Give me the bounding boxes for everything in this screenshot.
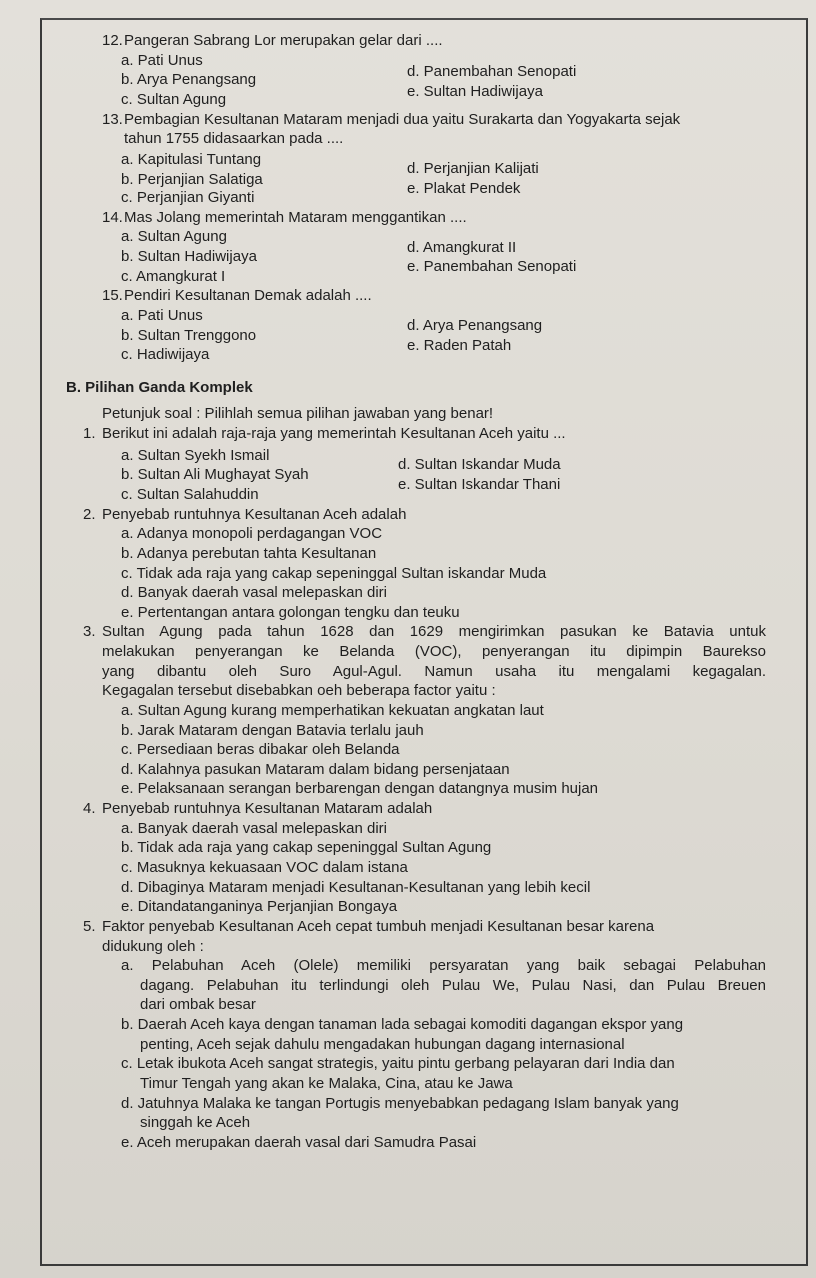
b-question-3-text-4: Kegagalan tersebut disebabkan oeh beberapa factor yaitu :	[102, 682, 496, 700]
question-15-option-d: d. Arya Penangsang	[407, 317, 543, 335]
question-13-option-a: a. Kapitulasi Tuntang	[121, 151, 262, 168]
question-14-option-b: b. Sultan Hadiwijaya	[121, 248, 257, 265]
b-question-5-option-a-line-3: dari ombak besar	[140, 996, 256, 1014]
b-question-1-number: 1.	[83, 424, 96, 442]
b-question-3-number: 3.	[83, 623, 96, 641]
b-question-5-option-d-line-2: singgah ke Aceh	[140, 1114, 251, 1132]
b-question-3-option-a: a. Sultan Agung kurang memperhatikan kekuatan angkatan laut	[121, 701, 544, 719]
b-question-2-option-a: a. Adanya monopoli perdagangan VOC	[121, 525, 383, 543]
b-question-2-number: 2.	[83, 505, 96, 523]
b-question-2-option-d: d. Banyak daerah vasal melepaskan diri	[121, 584, 387, 602]
question-13-option-e: e. Plakat Pendek	[407, 179, 521, 197]
b-question-5-option-a-line-2: dagang. Pelabuhan itu terlindungi oleh Pulau We, Pulau Nasi, dan Pulau Breuen	[140, 976, 766, 994]
question-12-option-e: e. Sultan Hadiwijaya	[407, 82, 543, 100]
b-question-1-text: Berikut ini adalah raja-raja yang memerintah Kesultanan Aceh yaitu ...	[102, 424, 566, 442]
b-question-3-option-b: b. Jarak Mataram dengan Batavia terlalu jauh	[121, 721, 424, 739]
question-12-option-d: d. Panembahan Senopati	[407, 63, 577, 81]
question-15-option-e: e. Raden Patah	[407, 336, 512, 354]
question-13-number: 13.	[102, 110, 123, 128]
b-question-1-option-d: d. Sultan Iskandar Muda	[398, 455, 561, 473]
b-question-3-text-2: melakukan penyerangan ke Belanda (VOC), penyerangan itu dipimpin Baurekso	[102, 643, 766, 660]
b-question-5-option-e: e. Aceh merupakan daerah vasal dari Samudra Pasai	[121, 1133, 477, 1151]
b-question-5-text-1: Faktor penyebab Kesultanan Aceh cepat tumbuh menjadi Kesultanan besar karena	[102, 917, 655, 935]
b-question-4-option-d: d. Dibaginya Mataram menjadi Kesultanan-Kesultanan yang lebih kecil	[121, 878, 591, 896]
b-question-3-option-e: e. Pelaksanaan serangan berbarengan dengan datangnya musim hujan	[121, 780, 599, 798]
question-14-text: Mas Jolang memerintah Mataram menggantikan ....	[124, 208, 467, 226]
question-15-option-b: b. Sultan Trenggono	[121, 326, 257, 344]
b-question-4-option-b: b. Tidak ada raja yang cakap sepeninggal Sultan Agung	[121, 839, 492, 857]
question-15-option-a: a. Pati Unus	[121, 306, 203, 324]
b-question-3-text-3: yang dibantu oleh Suro Agul-Agul. Namun usaha itu mengalami kegagalan.	[102, 662, 766, 680]
b-question-1-option-a: a. Sultan Syekh Ismail	[121, 446, 270, 464]
question-14-option-a: a. Sultan Agung	[121, 228, 227, 246]
question-14-option-d: d. Amangkurat II	[407, 238, 517, 256]
question-13-option-c: c. Perjanjian Giyanti	[121, 189, 255, 207]
question-13-option-b: b. Perjanjian Salatiga	[121, 170, 263, 188]
question-14-number: 14.	[102, 208, 123, 226]
b-question-4-number: 4.	[83, 800, 96, 818]
b-question-5-text-2: didukung oleh :	[102, 937, 204, 955]
b-question-5-option-d-line-1: d. Jatuhnya Malaka ke tangan Portugis menyebabkan pedagang Islam banyak yang	[121, 1094, 679, 1112]
b-question-1-option-e: e. Sultan Iskandar Thani	[398, 475, 561, 493]
question-12-number: 12.	[102, 32, 123, 49]
b-question-4-option-a: a. Banyak daerah vasal melepaskan diri	[121, 819, 387, 837]
b-question-5-option-a-line-1: a. Pelabuhan Aceh (Olele) memiliki persyaratan yang baik sebagai Pelabuhan	[121, 957, 766, 975]
question-15-text: Pendiri Kesultanan Demak adalah ....	[124, 287, 372, 305]
question-13-text-1: Pembagian Kesultanan Mataram menjadi dua yaitu Surakarta dan Yogyakarta sejak	[124, 110, 681, 128]
b-question-5-option-c-line-1: c. Letak ibukota Aceh sangat strategis, yaitu pintu gerbang pelayaran dari India dan	[121, 1055, 675, 1073]
question-15-option-c: c. Hadiwijaya	[121, 346, 210, 364]
b-question-1-option-c: c. Sultan Salahuddin	[121, 485, 259, 503]
b-question-2-option-c: c. Tidak ada raja yang cakap sepeninggal Sultan iskandar Muda	[121, 564, 547, 582]
question-14-option-c: c. Amangkurat I	[121, 267, 226, 285]
b-question-5-option-c-line-2: Timur Tengah yang akan ke Malaka, Cina, atau ke Jawa	[140, 1075, 513, 1092]
question-12-option-b: b. Arya Penangsang	[121, 71, 257, 89]
b-question-4-option-c: c. Masuknya kekuasaan VOC dalam istana	[121, 859, 408, 876]
question-13-option-d: d. Perjanjian Kalijati	[407, 160, 539, 178]
b-question-5-number: 5.	[83, 917, 96, 935]
section-b-heading: B. Pilihan Ganda Komplek	[66, 378, 253, 396]
question-13-text-2: tahun 1755 didasaarkan pada ....	[124, 130, 344, 148]
b-question-3-option-c: c. Persediaan beras dibakar oleh Belanda	[121, 741, 400, 759]
b-question-4-option-e: e. Ditandatanganinya Perjanjian Bongaya	[121, 898, 398, 916]
question-12-text: Pangeran Sabrang Lor merupakan gelar dari ....	[124, 32, 443, 49]
b-question-5-option-b-line-2: penting, Aceh sejak dahulu mengadakan hubungan dagang internasional	[140, 1035, 625, 1053]
question-12-option-c: c. Sultan Agung	[121, 90, 227, 108]
b-question-4-text: Penyebab runtuhnya Kesultanan Mataram adalah	[102, 800, 433, 818]
section-b-instruction: Petunjuk soal : Pilihlah semua pilihan jawaban yang benar!	[102, 405, 494, 423]
b-question-5-option-b-line-1: b. Daerah Aceh kaya dengan tanaman lada sebagai komoditi dagangan ekspor yang	[121, 1016, 684, 1034]
b-question-2-text: Penyebab runtuhnya Kesultanan Aceh adalah	[102, 505, 407, 523]
question-14-option-e: e. Panembahan Senopati	[407, 258, 577, 276]
b-question-2-option-b: b. Adanya perebutan tahta Kesultanan	[121, 544, 377, 562]
b-question-3-text-1: Sultan Agung pada tahun 1628 dan 1629 mengirimkan pasukan ke Batavia untuk	[102, 623, 766, 641]
question-12-option-a: a. Pati Unus	[121, 51, 203, 69]
b-question-2-option-e: e. Pertentangan antara golongan tengku dan teuku	[121, 603, 460, 621]
b-question-3-option-d: d. Kalahnya pasukan Mataram dalam bidang persenjataan	[121, 760, 510, 778]
b-question-1-option-b: b. Sultan Ali Mughayat Syah	[121, 466, 309, 484]
question-15-number: 15.	[102, 287, 123, 305]
